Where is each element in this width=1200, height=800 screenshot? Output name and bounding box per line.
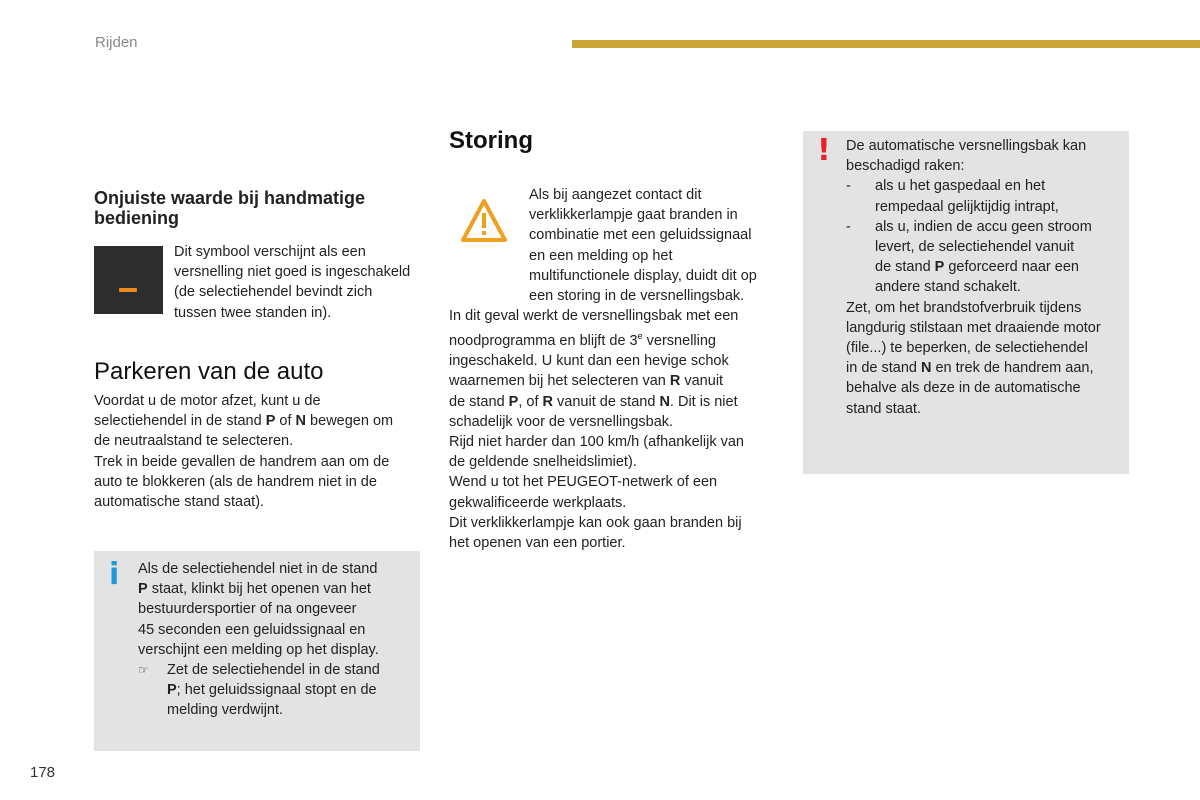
exclamation-icon: ! (817, 133, 831, 168)
text-line: (de selectiehendel bevindt zich (174, 284, 373, 301)
text-line: Dit symbool verschijnt als een (174, 244, 366, 260)
text-line: de neutraalstand te selecteren. (94, 433, 294, 450)
pointing-hand-icon: ☞ (138, 663, 149, 678)
text-line: - als u, indien de accu geen stroom (846, 218, 1092, 235)
text-line: verklikkerlampje gaat branden in (529, 207, 738, 224)
text-line: 45 seconden een geluidssignaal en (138, 621, 366, 638)
text-line: De automatische versnellingsbak kan (846, 138, 1087, 154)
warning-light-description (529, 185, 789, 306)
text-line: verschijnt een melding op het display. (138, 641, 379, 658)
storing-body (449, 306, 789, 553)
page-number: 178 (30, 764, 56, 781)
symbol-description (174, 242, 434, 323)
info-icon: i (109, 557, 120, 592)
text-line: tussen twee standen in). (174, 304, 332, 321)
text-line: Wend u tot het PEUGEOT-netwerk of een (449, 474, 718, 491)
text-line: Trek in beide gevallen de handrem aan om de (94, 453, 390, 470)
text-line: Als de selectiehendel niet in de stand (138, 561, 378, 577)
text-line: auto te blokkeren (als de handrem niet in de (94, 473, 377, 490)
text-line: stand staat. (846, 400, 921, 417)
text-line: - als u het gaspedaal en het (846, 178, 1046, 195)
parking-title: Parkeren van de auto (94, 358, 324, 385)
text-line: de stand P, of R vanuit de stand N. Dit is niet (449, 393, 738, 410)
header-accent-bar (572, 40, 1200, 48)
text-line: en een melding op het (529, 247, 673, 264)
subheading-wrong-value: Onjuiste waarde bij handmatige bediening (94, 188, 366, 228)
text-line: rempedaal gelijktijdig intrapt, (875, 198, 1059, 215)
text-line: schadelijk voor de versnellingsbak. (449, 413, 674, 430)
text-line: behalve als deze in de automatische (846, 380, 1081, 397)
text-line: P; het geluidssignaal stopt en de (167, 682, 377, 699)
text-line: automatische stand staat). (94, 494, 265, 511)
text-line: ingeschakeld. U kunt dan een hevige schok (449, 353, 729, 370)
text-line: het openen van een portier. (449, 535, 626, 552)
info-note-box (94, 551, 420, 751)
text-line: multifunctionele display, duidt dit op (529, 267, 757, 284)
text-line: een storing in de versnellingsbak. (529, 288, 745, 305)
text-line: melding verdwijnt. (167, 702, 284, 719)
text-line: Als bij aangezet contact dit (529, 187, 702, 203)
text-line: levert, de selectiehendel vanuit (875, 239, 1075, 256)
text-line: langdurig stilstaan met draaiende motor (846, 319, 1101, 336)
text-line: Rijd niet harder dan 100 km/h (afhankelijk van (449, 434, 744, 451)
text-line: ☞ Zet de selectiehendel in de stand (138, 660, 418, 680)
text-line: Voordat u de motor afzet, kunt u de (94, 393, 321, 409)
dash-icon (119, 288, 137, 292)
section-label: Rijden (95, 34, 138, 51)
text-line: (file...) te beperken, de selectiehendel (846, 340, 1088, 357)
text-line: in de stand N en trek de handrem aan, (846, 360, 1094, 377)
text-line: versnelling niet goed is ingeschakeld (174, 264, 411, 281)
storing-title: Storing (449, 127, 533, 154)
text-line: andere stand schakelt. (875, 279, 1021, 296)
text-line: de stand P geforceerd naar een (875, 259, 1079, 276)
text-line: waarnemen bij het selecteren van R vanuit (449, 373, 724, 390)
text-line: gekwalificeerde werkplaats. (449, 494, 627, 511)
text-line: Zet, om het brandstofverbruik tijdens (846, 299, 1082, 316)
caution-note-text (846, 136, 1126, 419)
gear-indicator-symbol (94, 246, 163, 314)
parking-paragraph (94, 391, 424, 512)
text-line: Dit verklikkerlampje kan ook gaan branden bij (449, 514, 742, 531)
warning-triangle-icon (460, 198, 508, 244)
text-line: combinatie met een geluidssignaal (529, 227, 752, 244)
text-line: noodprogramma en blijft de 3e versnelling (449, 331, 716, 350)
text-line: de geldende snelheidslimiet). (449, 454, 637, 471)
caution-note-box (803, 131, 1129, 474)
info-note-text (138, 559, 418, 721)
text-line: beschadigd raken: (846, 158, 965, 175)
text-line: selectiehendel in de stand P of N bewegen om (94, 413, 394, 430)
text-line: In dit geval werkt de versnellingsbak met een (449, 308, 739, 324)
text-line: bestuurdersportier of na ongeveer (138, 601, 357, 618)
text-line: P staat, klinkt bij het openen van het (138, 581, 371, 598)
